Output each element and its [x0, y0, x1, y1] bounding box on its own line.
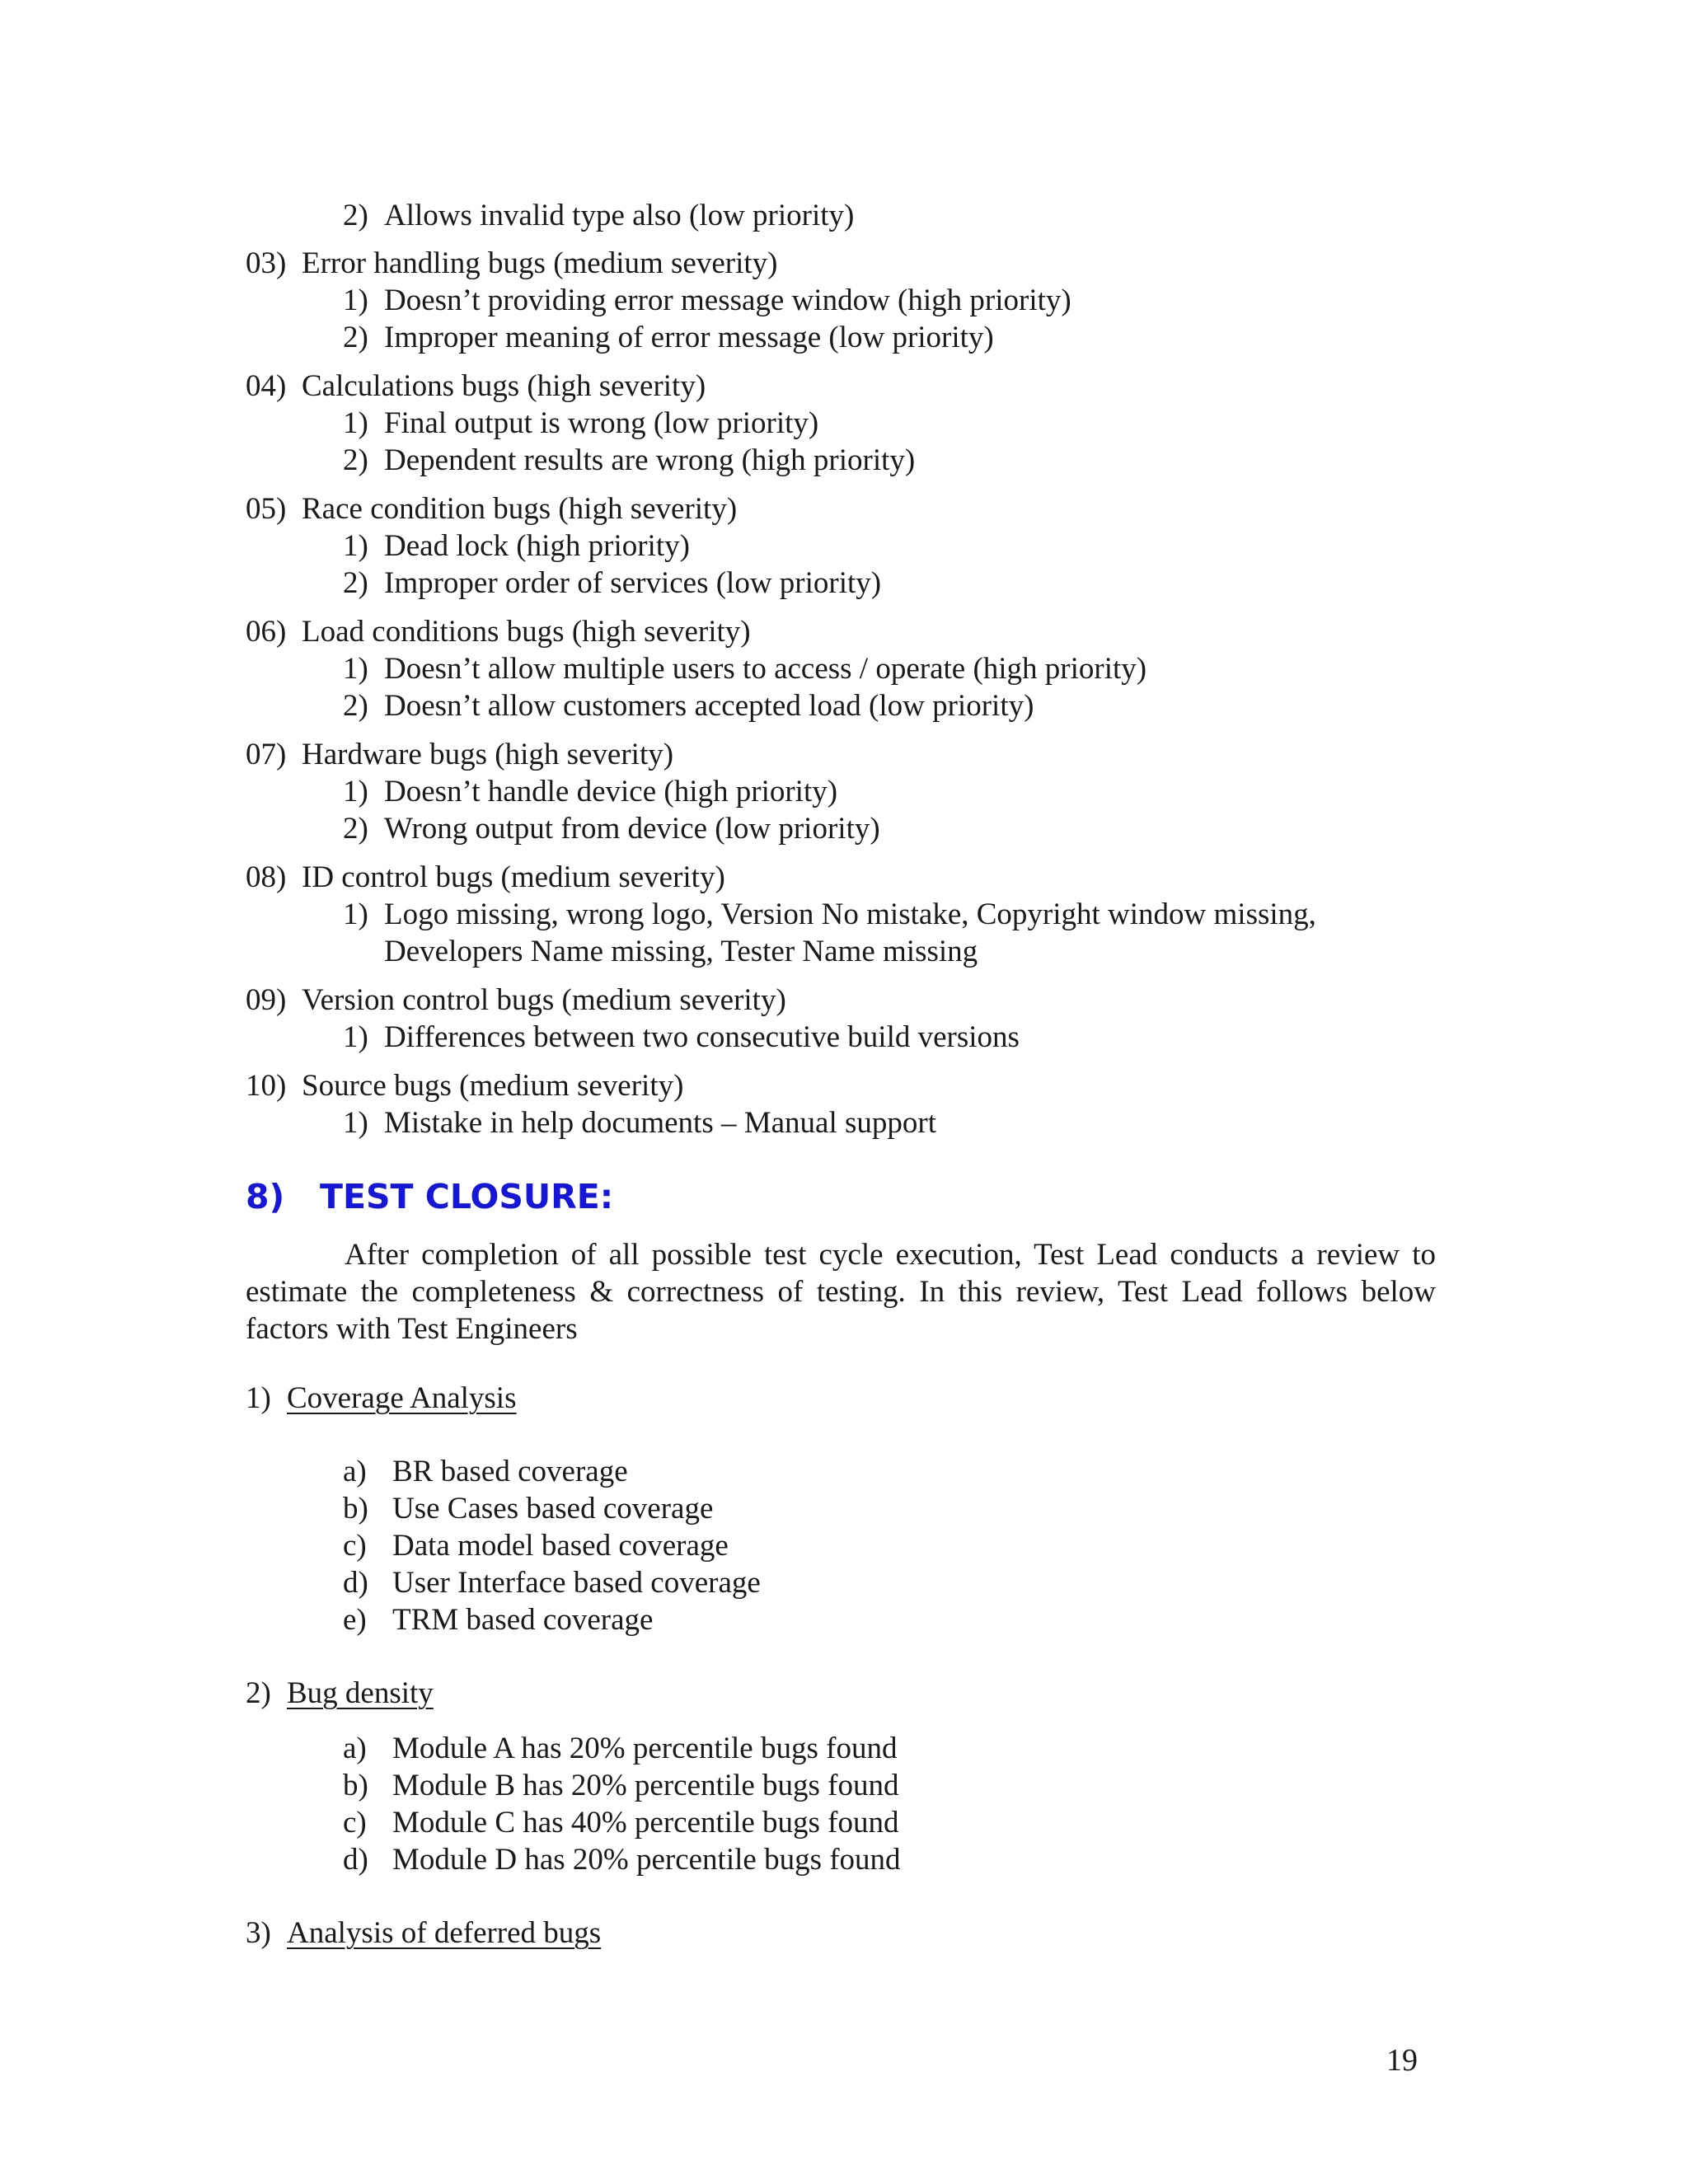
section-title: TEST CLOSURE:	[320, 1177, 614, 1216]
section-intro-paragraph	[246, 1236, 1436, 1347]
factor-title: Coverage Analysis	[287, 1381, 517, 1415]
page-number: 19	[1386, 2043, 1418, 2078]
intro-text: After completion of all possible test cycle execution, Test Lead conducts a review to estimate the completeness & correctness of testing. In this review, Test Lead follows below factors with Test Engineers	[246, 1238, 1436, 1346]
document-page: 2) Allows invalid type also (low priority) 03) Error handling bugs (medium severity) 1) Doesn’t providing error message window (high priority) 2) Improper meaning of error message (low priority) 04) Calculations bugs (high severity) 1) Final output is wrong (low priority) 2) Dependent results are wrong (high priority) 05) Race condition bugs (high severity) 1) Dead lock (high priority) 2) Improper order of services (low priority) 06) Load conditions bugs (high severity) 1) Doesn’t allow multiple users to access / operate (high priority) 2) Doesn’t allow customers accepted load (low priority) 07) Hardware bugs (high severity) 1) Doesn’t handle device (high priority) 2) Wrong output from device (low priority) 08) ID control bugs (medium severity) 1) Logo missing, wrong logo, Version No mistake, Copyright window missing, Developers Name missing, Tester Name missing 09) Version control bugs (medium severity) 1) Differences between two consecutive build versions 10) Source bugs (medium severity) 1) Mistake in help documents – Manual support 8) TEST CLOSURE: After completion of all possible test cycle execution, Test Lead conducts a review to estimate the completeness & correctness of testing. In this review, Test Lead follows below factors with Test Engineers 1) Coverage Analysis a) BR based coverage b) Use Cases based coverage c) Data model based coverage d) User Interface based coverage e) TRM based coverage 2) Bug density a) Module A has 20% percentile bugs found b) Module B has 20% percentile bugs found c) Module C has 40% percentile bugs found d) Module D has 20% percentile bugs found 3) Analysis of deferred bugs 19	[246, 199, 1436, 2078]
factor-title: Analysis of deferred bugs	[287, 1916, 602, 1950]
factor-title: Bug density	[287, 1676, 434, 1710]
section-number: 8)	[246, 1177, 285, 1216]
